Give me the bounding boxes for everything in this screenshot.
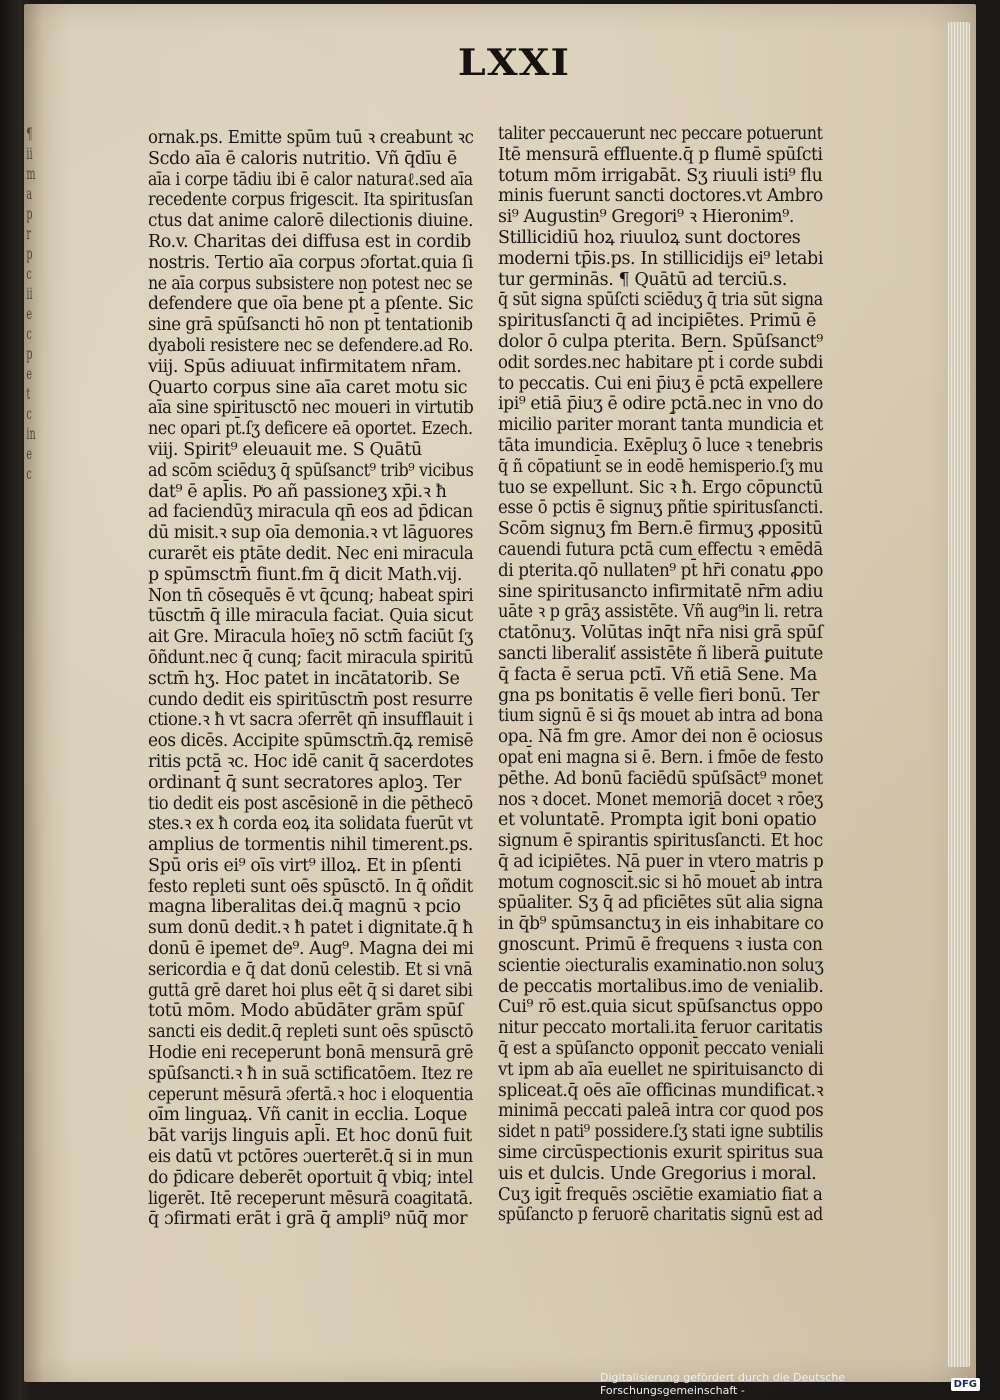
margin-fragment: ¶ — [26, 124, 33, 143]
text-line: in q̄b⁹ spūmsanctuʒ in eis inhabitare co — [498, 914, 824, 935]
text-line: oīm linguaꝝ. Vñ canit in ecclia. Loque — [148, 1105, 467, 1126]
margin-fragment: r — [26, 224, 31, 243]
margin-fragment: in — [26, 424, 36, 443]
text-line: odit sordes.nec habitare pt̄ i corde subdi — [498, 352, 823, 373]
margin-fragment: a — [26, 184, 33, 203]
text-line: ctus dat anime calorē dilectionis diuine. — [148, 211, 474, 232]
text-line: di pterita.qō nullaten⁹ pt̄ hr̄i conatu ꝓpo — [498, 560, 824, 581]
text-line: Scdo aīa ē caloris nutritio. Vñ q̄dīu ē — [148, 148, 457, 169]
previous-page-edge — [24, 124, 44, 1304]
text-line: dū misit.ꝛ sup oīa demonia.ꝛ vt lāguores — [148, 523, 474, 544]
text-line: ōñdunt.nec q̄ cunq; facit miracula spiritū — [148, 647, 474, 668]
text-line: magna liberalitas dei.q̄ magnū ꝛ pcio — [148, 897, 461, 918]
text-line: q̄ sūt signa spūſcti sciēduʒ q̄ tria sūt signa — [498, 290, 823, 311]
text-line: sidet n pati⁹ possidere.ſʒ stati igne subtilis — [498, 1122, 824, 1143]
text-line: moderni tp̄is.ps. In stillicidijs ei⁹ letabi — [498, 248, 824, 269]
credit-text: Digitalisierung gefördert durch die Deutsche Forschungsgemeinschaft - — [600, 1371, 846, 1397]
margin-fragment: ii — [26, 284, 33, 303]
text-line: sum donū dedit.ꝛ ħ patet i dignitate.q̄ ħ — [148, 918, 473, 939]
text-line: gna ps bonitatis ē velle fieri bonū. Ter — [498, 685, 820, 706]
text-line: ctatōnuʒ. Volūtas inq̄t nr̄a nisi grā spūſ — [498, 623, 823, 644]
text-line: sancti eis dedit.q̄ repleti sunt oēs spūsctō — [148, 1022, 474, 1043]
text-line: spūaliter. Sʒ q̄ ad pficiētes sūt alia signa — [498, 893, 824, 914]
text-line: eis datū vt pctōres ɔuerterēt.q̄ si in mun — [148, 1147, 473, 1168]
text-line: motum cognoscit̄.sic si hō mouet̄ ab intra — [498, 872, 823, 893]
text-line: cundo dedit eis spiritūsctm̄ post resurre — [148, 689, 473, 710]
text-line: viij. Spūs adiuuat infirmitatem nr̄am. — [148, 356, 462, 377]
text-line: ceperunt mēsurā ɔfertā.ꝛ hoc i eloquentia — [148, 1084, 474, 1105]
text-line: recedente corpus frigescit. Ita spiritusſan — [148, 190, 473, 211]
text-line: totum mōm irrigabāt. Sʒ riuuli isti⁹ flu — [498, 165, 823, 186]
text-line: dyaboli resistere nec se defendere.ad Ro. — [148, 335, 474, 356]
text-line: festo repleti sunt oēs spūsctō. In q̄ oñdit — [148, 876, 473, 897]
text-line: Ro.v. Charitas dei diffusa est in cordib — [148, 231, 471, 252]
text-line: q̄ ñ cōpatiunt̄ se in eodē hemisperio.ſʒ mu — [498, 456, 824, 477]
text-line: Cui⁹ rō est.quia sicut spūſsanctus oppo — [498, 997, 823, 1018]
text-line: aīa i corpe tādiu ibi ē calor naturaℓ.sed aīa — [148, 169, 473, 190]
text-line: ipi⁹ etiā p̄iuʒ ē odire pctā.nec in vno do — [498, 394, 824, 415]
margin-fragment: c — [26, 264, 32, 283]
text-line: ordinant̄ q̄ sunt secratores aploꝫ. Ter — [148, 772, 461, 793]
text-line: ctione.ꝛ ħ vt sacra ɔferrēt qn̄ insufflauit i — [148, 710, 473, 731]
margin-fragment: e — [26, 304, 33, 323]
margin-fragment: c — [26, 404, 32, 423]
margin-fragment: p — [26, 244, 33, 263]
text-line: nos ꝛ docet. Monet memoriā docet ꝛ rōeʒ — [498, 789, 823, 810]
text-line: curarēt eis ptāte dedit. Nec eni miracula — [148, 543, 474, 564]
text-line: spūſancto p feruorē charitatis signū est ad — [498, 1205, 823, 1226]
text-line: si⁹ Augustin⁹ Gregori⁹ ꝛ Hieronim⁹. — [498, 207, 794, 228]
text-line: q̄ est a spūſancto opponit̄ peccato veniali — [498, 1039, 824, 1060]
text-line: q̄ facta ē serua pctī. Vñ etiā Sene. Ma — [498, 664, 817, 685]
text-line: q̄ ad icipiētes. Nā puer in vtero matris p — [498, 851, 824, 872]
text-line: signum ē spirantis spiritusſancti. Et hoc — [498, 831, 823, 852]
text-line: dat⁹ ē apl̄is. Pͥo añ passioneʒ xp̄i.ꝛ ħ — [148, 481, 447, 502]
text-line: uāte ꝛ p grāʒ assistēte. Vñ aug⁹in li. retra — [498, 602, 823, 623]
text-line: tium signū ē si q̄s mouet ab intra ad bona — [498, 706, 823, 727]
text-line: sime circūspectionis exurit spiritus sua — [498, 1143, 824, 1164]
text-line: donū ē ipemet de⁹. Aug⁹. Magna dei mi — [148, 939, 474, 960]
text-line: eos dicēs. Accipite spūmsctm̄.q̄ꝝ remisē — [148, 731, 474, 752]
text-line: p spūmsctm̄ fiunt.fm q̄ dicit Math.vij. — [148, 564, 463, 585]
text-line: opa. Nā fm gre. Amor dei non ē ociosus — [498, 727, 823, 748]
text-line: minimā peccati paleā intra cor quod pos — [498, 1101, 824, 1122]
text-line: gnoscunt. Primū ē frequens ꝛ iusta con — [498, 935, 823, 956]
text-line: cauendi futura pctā cum effectu ꝛ emēdā — [498, 539, 823, 560]
text-line: taliter peccauerunt nec peccare potuerunt — [498, 124, 823, 144]
text-line: uis et dulcis. Unde Gregorius i moral. — [498, 1163, 817, 1184]
text-line: nec opari pt̄.ſʒ deficere eā oportet. Ezech. — [148, 419, 473, 440]
text-line: viij. Spirit⁹ eleuauit me. S Quātū — [148, 439, 422, 460]
text-line: Cuʒ igit̄ frequēs ɔsciētie examiatio fiat a — [498, 1184, 823, 1205]
text-line: spliceat.q̄ oēs aīe officinas mundificat.ꝛ — [498, 1080, 824, 1101]
page-fore-edge — [948, 22, 970, 1367]
text-line: ait Gre. Miracula hoīeʒ nō sctm̄ faciūt ſʒ — [148, 627, 474, 648]
book-page — [24, 4, 976, 1382]
text-line: tio dedit eis post ascēsionē in die pēthecō — [148, 793, 473, 814]
text-line: opat̄ eni magna si ē. Bern. i fmōe de festo — [498, 747, 824, 768]
margin-fragment: c — [26, 324, 32, 343]
text-line: esse ō pctis ē signuʒ pñtie spiritusſancti. — [498, 498, 824, 519]
margin-fragment: t — [26, 384, 31, 403]
text-line: tūsctm̄ q̄ ille miracula faciat. Quia sicut — [148, 606, 473, 627]
text-line: do p̄dicare deberēt oportuit q̄ vbiq; intel — [148, 1167, 473, 1188]
text-line: ad scōm sciēduʒ q̄ spūſsanct⁹ trib⁹ vicibus — [148, 460, 474, 481]
margin-fragment: e — [26, 364, 33, 383]
text-line: nostris. Tertio aīa corpus ɔfortat.quia ſi — [148, 252, 474, 273]
text-line: defendere que oīa bene pt̄ a pſente. Sic — [148, 294, 474, 315]
text-line: Scōm signuʒ fm Bern.ē firmuʒ ꝓpositū — [498, 519, 823, 540]
text-line: aīa sine spiritusctō nec moueri in virtutib — [148, 398, 474, 419]
right-text-column — [498, 124, 823, 1226]
text-line: Spū oris ei⁹ oīs virt⁹ illoꝝ. Et in pſenti — [148, 855, 462, 876]
dfg-logo: DFG — [951, 1378, 980, 1391]
text-line: spiritusſancti q̄ ad incipiētes. Primū ē — [498, 311, 817, 332]
text-line: et voluntatē. Prompta igit̄ boni opatio — [498, 810, 817, 831]
margin-fragment: m — [26, 164, 36, 183]
text-line: sine grā spūſsancti hō non pt̄ tentationib — [148, 315, 473, 336]
margin-fragment: e — [26, 444, 33, 463]
text-line: ne aīa corpus subsistere non potest nec se — [148, 273, 473, 294]
text-line: sctm̄ hʒ. Hoc patet in incātatorib. Se — [148, 668, 460, 689]
folio-number: LXXI — [457, 42, 571, 84]
margin-fragment: ii — [26, 144, 33, 163]
text-line: dolor ō culpa pterita. Bern. Spūſsanct⁹ — [498, 331, 823, 352]
text-line: Stillicidiū hoꝝ riuuloꝝ sunt doctores — [498, 227, 801, 248]
text-line: Quarto corpus sine aīa caret motu sic — [148, 377, 468, 398]
margin-fragment: p — [26, 204, 33, 223]
text-line: tuo se expellunt. Sic ꝛ ħ. Ergo cōpunctū — [498, 477, 823, 498]
text-line: bāt varijs linguis apl̄i. Et hoc donū fuit — [148, 1126, 472, 1147]
text-line: ad faciendūʒ miracula qn̄ eos ad p̄dican — [148, 502, 473, 523]
text-line: amplius de tormentis nihil timerent.ps. — [148, 835, 473, 856]
text-line: spūſsancti.ꝛ ħ in suā sctificatōem. Itez re — [148, 1063, 473, 1084]
text-line: ligerēt. Itē receperunt mēsurā coagitatā. — [148, 1188, 473, 1209]
margin-fragment: c — [26, 464, 32, 483]
text-line: pēthe. Ad bonū faciēdū spūſsāct⁹ monet — [498, 768, 823, 789]
text-line: guttā grē daret hoi plus eēt q̄ si daret sibi — [148, 980, 473, 1001]
text-line: nitur peccato mortali.ita feruor caritatis — [498, 1018, 823, 1039]
text-line: micilio pariter morant̄ tanta mundicia et — [498, 415, 823, 436]
text-line: Itē mensurā effluente.q̄ p flumē spūſcti — [498, 144, 823, 165]
text-line: sericordia e q̄ dat donū celestib. Et si vnā — [148, 959, 473, 980]
left-text-column — [148, 128, 473, 1230]
text-line: tāta imundicia. Exēpluʒ ō luce ꝛ tenebris — [498, 435, 823, 456]
margin-fragment: p — [26, 344, 33, 363]
text-line: de peccatis mortalibus.imo de venialib. — [498, 976, 824, 997]
text-line: sine spiritusancto infirmitatē nr̄m adiu — [498, 581, 824, 602]
text-line: ritis pctā ꝛc. Hoc idē canit q̄ sacerdotes — [148, 751, 474, 772]
text-line: ornak.ps. Emitte spūm tuū ꝛ creabunt ꝛc — [148, 128, 474, 148]
text-line: scientie ɔiecturalis examinatio.non soluʒ — [498, 955, 824, 976]
text-line: minis fuerunt sancti doctores.vt Ambro — [498, 186, 823, 207]
text-line: stes.ꝛ ex ħ corda eoꝝ ita solidata fuerūt vt — [148, 814, 473, 835]
text-line: Non tn̄ cōsequēs ē vt q̄cunq; habeat spiri — [148, 585, 474, 606]
text-line: tur germinās. ¶ Quātū ad terciū.s. — [498, 269, 787, 290]
text-line: sancti liberaliť assistēte ñ liberā ꝑuitute — [498, 643, 823, 664]
digitization-credit — [600, 1373, 980, 1395]
text-line: vt ipm ab aīa euellet ne spirituisancto di — [498, 1059, 824, 1080]
text-line: Hodie eni receperunt bonā mensurā grē — [148, 1043, 474, 1064]
text-line: to peccatis. Cui eni p̄iuʒ ē pctā expellere — [498, 373, 823, 394]
text-line: q̄ ɔfirmati erāt i grā q̄ ampli⁹ nūq̄ mor — [148, 1209, 468, 1230]
text-line: totū mōm. Modo abūdāter grām spūſ — [148, 1001, 463, 1022]
